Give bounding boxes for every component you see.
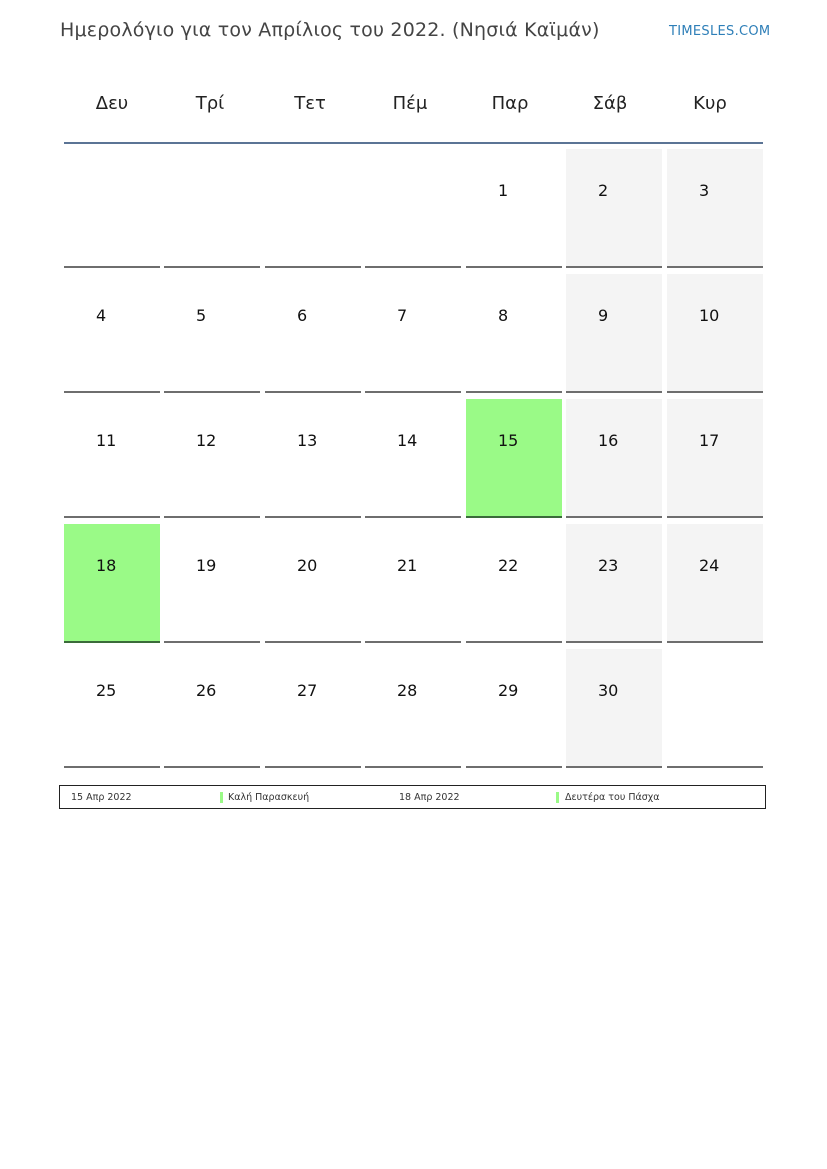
day-number: 26 <box>196 681 217 700</box>
day-cell-empty <box>667 649 763 768</box>
day-cell-7 <box>365 274 461 393</box>
day-number: 6 <box>297 306 308 325</box>
day-number: 15 <box>498 431 519 450</box>
day-number: 1 <box>498 181 509 200</box>
day-number: 27 <box>297 681 318 700</box>
day-number: 3 <box>699 181 710 200</box>
day-cell-22 <box>466 524 562 643</box>
day-cell-28 <box>365 649 461 768</box>
day-cell-3 <box>667 149 763 268</box>
day-cell-4 <box>64 274 160 393</box>
day-number: 24 <box>699 556 720 575</box>
day-cell-8 <box>466 274 562 393</box>
day-cell-26 <box>164 649 260 768</box>
day-cell-27 <box>265 649 361 768</box>
day-cell-17 <box>667 399 763 518</box>
day-number: 25 <box>96 681 117 700</box>
day-cell-21 <box>365 524 461 643</box>
day-number: 20 <box>297 556 318 575</box>
day-number: 14 <box>397 431 418 450</box>
day-number: 11 <box>96 431 117 450</box>
day-cell-13 <box>265 399 361 518</box>
day-cell-29 <box>466 649 562 768</box>
day-cell-19 <box>164 524 260 643</box>
legend-date: 18 Απρ 2022 <box>399 792 460 803</box>
day-cell-23 <box>566 524 662 643</box>
day-number: 18 <box>96 556 117 575</box>
day-number: 29 <box>498 681 519 700</box>
day-number: 19 <box>196 556 217 575</box>
day-cell-18 <box>64 524 160 643</box>
page-title: Ημερολόγιο για τον Απρίλιος του 2022. (Νησιά Καϊμάν) <box>60 19 600 41</box>
day-number: 17 <box>699 431 720 450</box>
day-number: 28 <box>397 681 418 700</box>
weekday-wed: Τετ <box>294 93 326 114</box>
day-cell-25 <box>64 649 160 768</box>
holiday-legend <box>59 785 766 809</box>
legend-holiday-name: Δευτέρα του Πάσχα <box>565 792 660 803</box>
weekday-mon: Δευ <box>95 93 129 114</box>
day-cell-5 <box>164 274 260 393</box>
day-cell-30 <box>566 649 662 768</box>
weekday-sun: Κυρ <box>693 93 727 114</box>
day-cell-1 <box>466 149 562 268</box>
day-cell-empty <box>365 149 461 268</box>
weekday-tue: Τρί <box>195 93 225 114</box>
day-cell-10 <box>667 274 763 393</box>
day-number: 4 <box>96 306 107 325</box>
day-cell-empty <box>64 149 160 268</box>
weekday-fri: Παρ <box>491 93 529 114</box>
weekday-thu: Πέμ <box>392 93 428 114</box>
day-number: 7 <box>397 306 408 325</box>
day-cell-12 <box>164 399 260 518</box>
day-number: 12 <box>196 431 217 450</box>
legend-date: 15 Απρ 2022 <box>71 792 132 803</box>
day-cell-2 <box>566 149 662 268</box>
legend-holiday-name: Καλή Παρασκευή <box>228 792 310 803</box>
legend-color-swatch <box>220 792 223 803</box>
day-cell-15 <box>466 399 562 518</box>
day-number: 5 <box>196 306 207 325</box>
day-cell-empty <box>265 149 361 268</box>
day-cell-empty <box>164 149 260 268</box>
day-number: 8 <box>498 306 509 325</box>
weekday-sat: Σάβ <box>592 93 628 114</box>
calendar-grid <box>64 62 763 700</box>
day-number: 22 <box>498 556 519 575</box>
day-cell-24 <box>667 524 763 643</box>
day-number: 23 <box>598 556 619 575</box>
day-number: 9 <box>598 306 609 325</box>
day-number: 21 <box>397 556 418 575</box>
brand-link[interactable]: TIMESLES.COM <box>669 24 771 39</box>
day-number: 13 <box>297 431 318 450</box>
day-cell-16 <box>566 399 662 518</box>
day-cell-11 <box>64 399 160 518</box>
day-number: 16 <box>598 431 619 450</box>
day-cell-6 <box>265 274 361 393</box>
day-number: 30 <box>598 681 619 700</box>
legend-color-swatch <box>556 792 559 803</box>
day-cell-20 <box>265 524 361 643</box>
day-number: 2 <box>598 181 609 200</box>
day-cell-9 <box>566 274 662 393</box>
day-number: 10 <box>699 306 720 325</box>
weekday-header <box>64 62 763 144</box>
day-cell-14 <box>365 399 461 518</box>
